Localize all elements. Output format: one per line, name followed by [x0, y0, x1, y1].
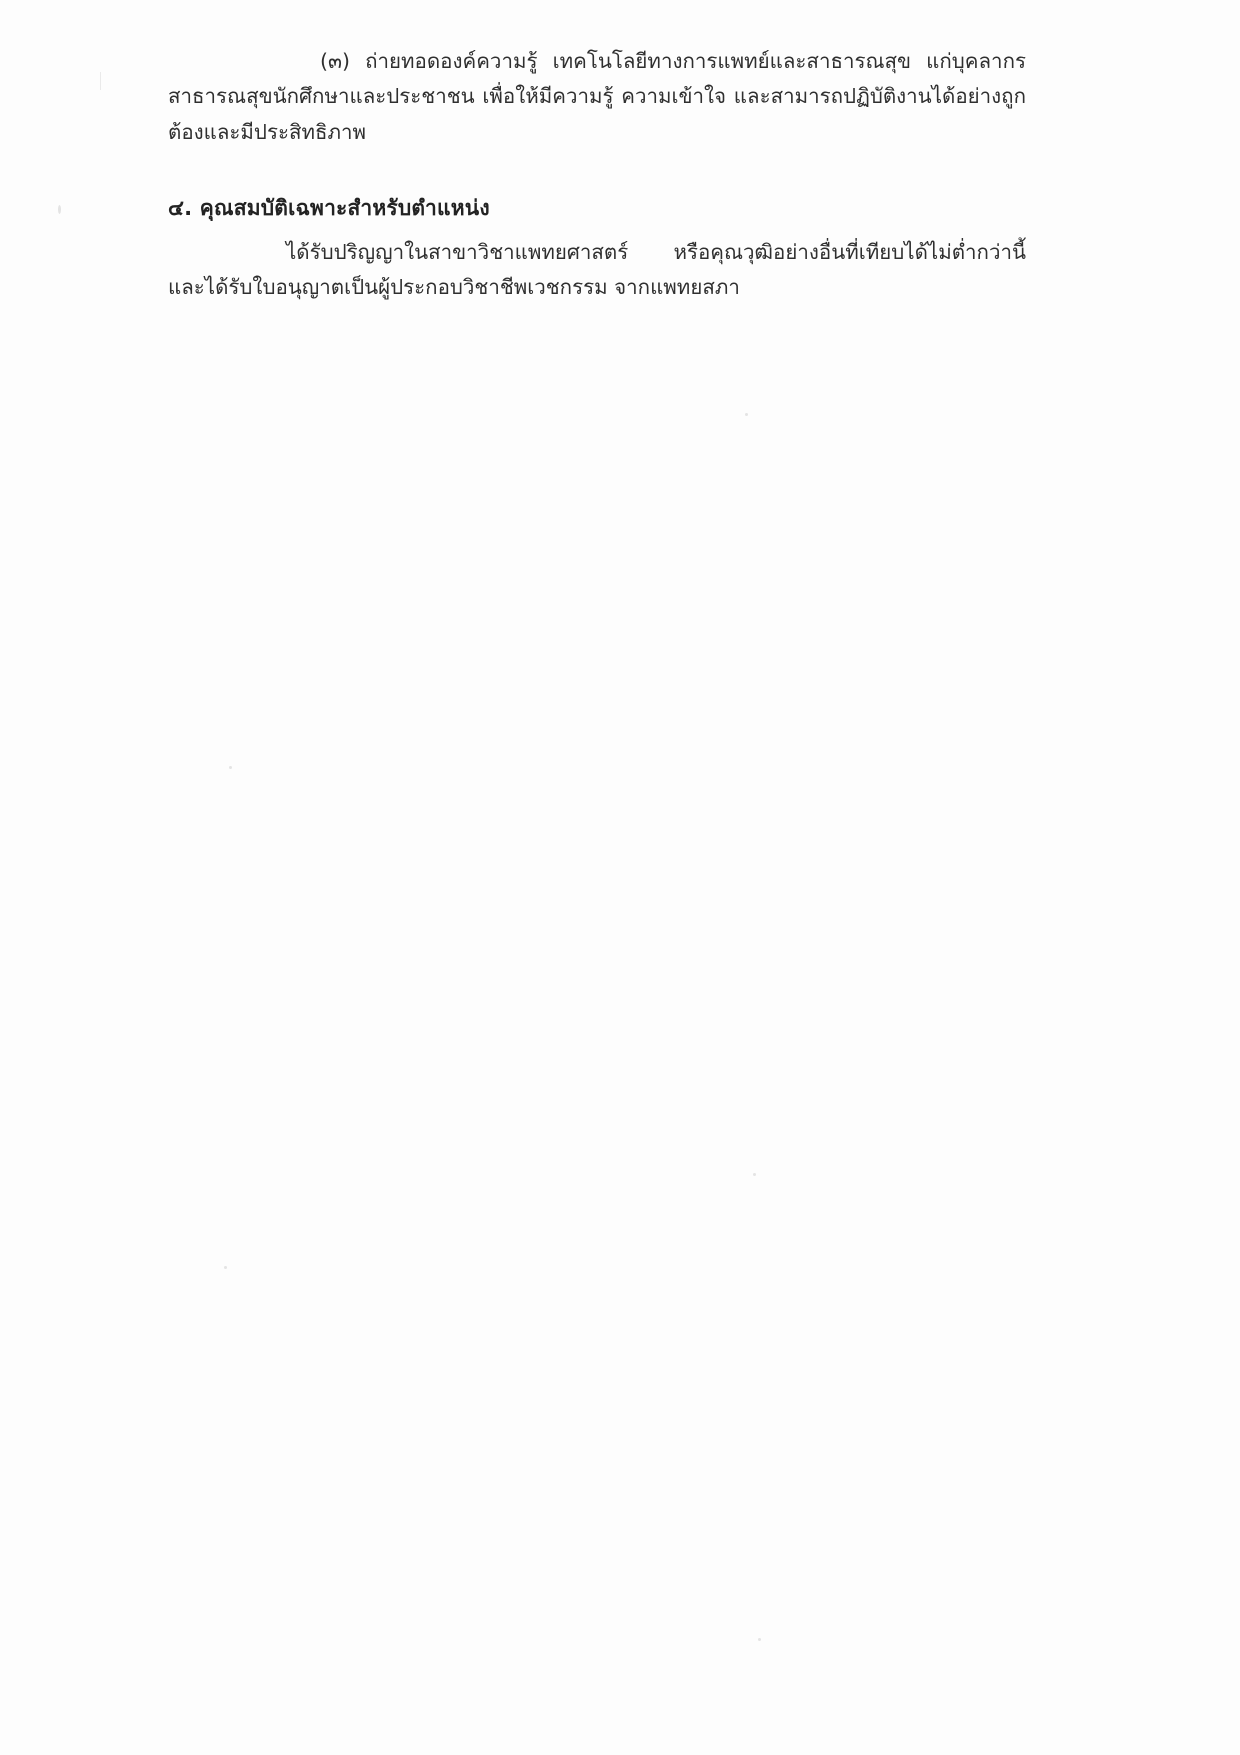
scan-speck [229, 766, 232, 769]
section-body-text: ได้รับปริญญาในสาขาวิชาแพทยศาสตร์ หรือคุณวุฒิอย่างอื่นที่เทียบได้ไม่ต่ำกว่านี้ และได้รับใบอนุญาตเป็นผู้ประกอบวิชาชีพเวชกรรม จากแพทยสภา [168, 239, 1026, 299]
document-body [168, 44, 1026, 326]
section-body-qualifications [168, 235, 1026, 306]
scan-speck [224, 1266, 227, 1269]
scan-speck [58, 205, 61, 214]
scan-artifact-line [100, 72, 101, 90]
scan-speck [758, 1638, 761, 1641]
section-heading-qualifications: ๔. คุณสมบัติเฉพาะสำหรับตำแหน่ง [168, 195, 490, 220]
paragraph-text: (๓) ถ่ายทอดองค์ความรู้ เทคโนโลยีทางการแพทย์และสาธารณสุข แก่บุคลากรสาธารณสุขนักศึกษาและประชาชน เพื่อให้มีความรู้ ความเข้าใจ และสามารถปฏิบัติงานได้อย่างถูกต้องและมีประสิทธิภาพ [168, 49, 1026, 144]
paragraph-clause-3 [168, 44, 1026, 150]
scan-speck [753, 1173, 756, 1176]
scan-speck [745, 413, 748, 416]
